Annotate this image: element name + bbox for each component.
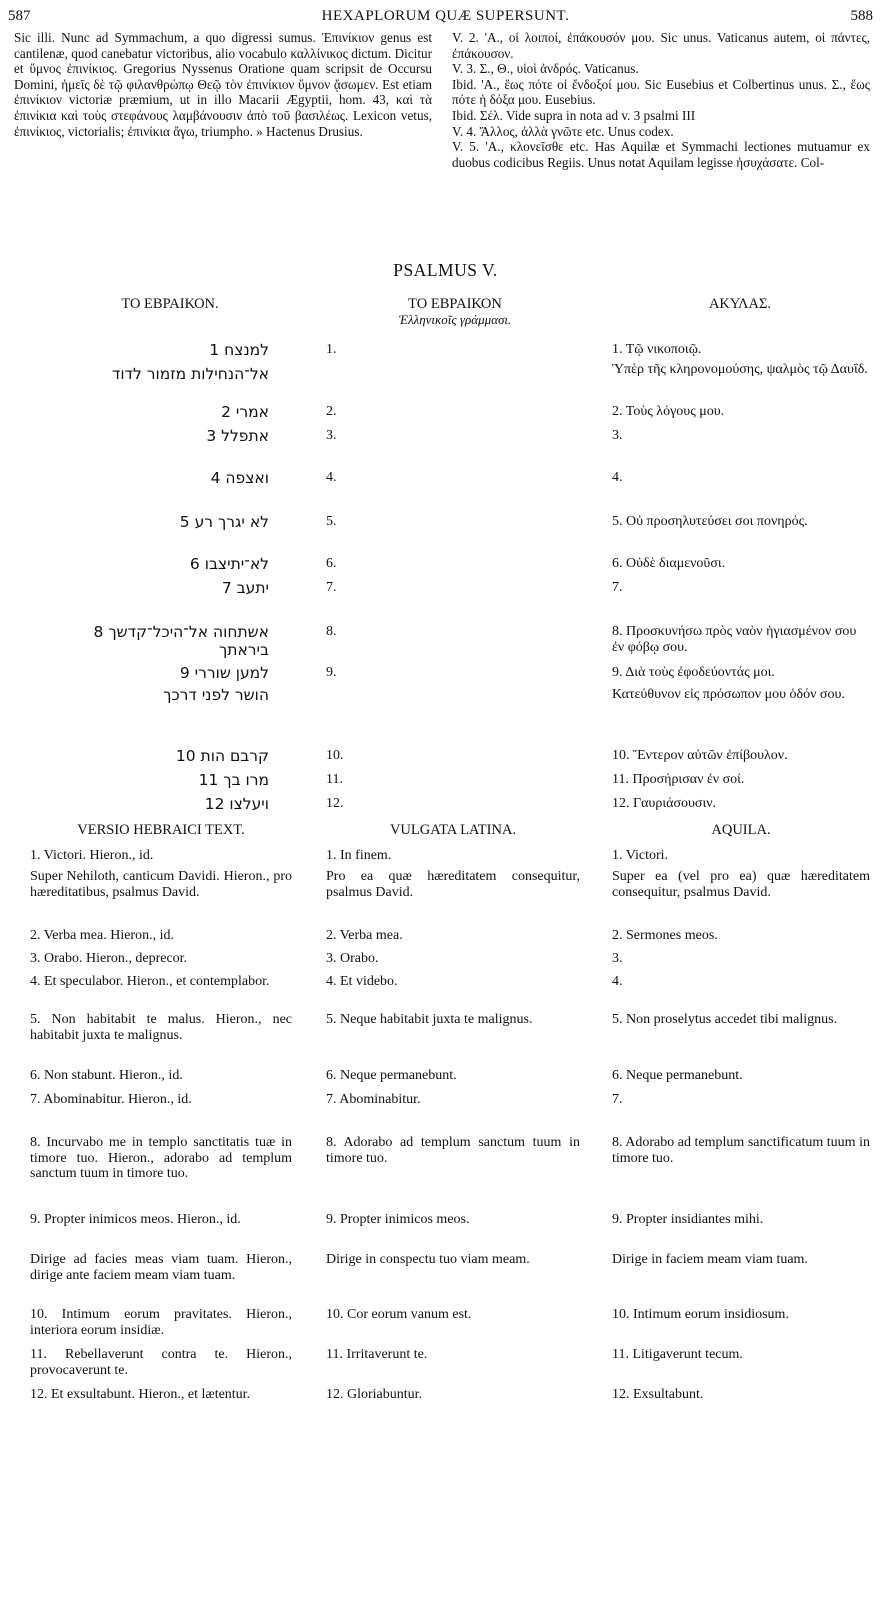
footnote-paragraph: V. 2. 'Α., οἱ λοιποί, ἐπάκουσόν μου. Sic unus. Vaticanus autem, οἱ πάντες, ἐπάκουσον.	[452, 30, 870, 61]
column-header-title: ΤΟ ΕΒΡΑΙΚΟΝ	[408, 296, 502, 312]
vulgata-text: Pro ea quæ hæreditatem consequitur, psalmus David.	[326, 869, 580, 900]
versio-text: Dirige ad facies meas viam tuam. Hieron., dirige ante faciem meam viam tuam.	[30, 1252, 292, 1283]
vulgata-text: 4. Et videbo.	[326, 974, 398, 989]
aquila-latin-text: 10. Intimum eorum insidiosum.	[612, 1307, 789, 1322]
greek-text: 10. Ἔντερον αὐτῶν ἐπίβουλον.	[612, 748, 788, 763]
hebrew-text: ביראתך	[218, 641, 269, 659]
vulgata-text: 6. Neque permanebunt.	[326, 1068, 457, 1083]
greek-text: 9. Διὰ τοὺς ἐφοδεύοντάς μοι.	[612, 665, 775, 680]
hebrew-text: יתעב 7	[221, 579, 269, 597]
footnote-paragraph: Sic illi. Nunc ad Symmachum, a quo digressi sumus. Ἐπινίκιον genus est cantilenæ, quod canebatur victoribus, alio vocabulo καλλίνικος dictum. Dicitur et ὕμνος ἐπινίκιος. Gregorius Nyssenus Oratione quam scripsit de Occursu Domini, ἡμεῖς δὲ τῷ φιλανθρώπῳ Θεῷ τὸν ἐπινίκιον ὕμνον ᾄσωμεν. Est etiam ἐπινίκιον victoriæ præmium, ut in illo Macarii Ægyptii, hom. 43, καὶ τὰ ἐπινίκια καὶ τοὺς στεφάνους λαμβάνουσιν ἀπὸ τοῦ βασιλέως. Lexicon vetus, ἐπινίκιος, victorialis; ἐπινίκια ἄγω, triumpho. » Hactenus Drusius.	[14, 30, 432, 139]
versio-text: 3. Orabo. Hieron., deprecor.	[30, 951, 188, 966]
aquila-latin-text: 12. Exsultabunt.	[612, 1387, 704, 1402]
vulgata-text: 10. Cor eorum vanum est.	[326, 1307, 472, 1322]
page-number-left: 587	[8, 8, 31, 24]
aquila-latin-text: 4.	[612, 974, 623, 989]
vulgata-text: 2. Verba mea.	[326, 928, 403, 943]
verse-number: 2.	[326, 404, 337, 419]
footnote-paragraph: Ibid. 'Α., ἕως πότε οἱ ἔνδοξοί μου. Sic Eusebius et Colbertinus unus. Σ., ἕως πότε ἡ δόξα μου. Eusebius.	[452, 76, 870, 108]
vulgata-text: 1. In finem.	[326, 848, 392, 863]
greek-text: 8. Προσκυνήσω πρὸς ναὸν ἡγιασμένον σου ἐν φόβῳ σου.	[612, 624, 857, 655]
hebrew-text: הושר לפני דרכך	[163, 686, 269, 704]
versio-text: 8. Incurvabo me in templo sanctitatis tuæ in timore tuo. Hieron., adorabo ad templum sanctum tuum in timore tuo.	[30, 1135, 292, 1181]
versio-text: 1. Victori. Hieron., id.	[30, 848, 154, 863]
vulgata-text: 7. Abominabitur.	[326, 1092, 421, 1107]
aquila-latin-text: 11. Litigaverunt tecum.	[612, 1347, 743, 1362]
column-header-hebrew: ΤΟ ΕΒΡΑΙΚΟΝ.	[121, 296, 219, 312]
verse-number: 4.	[326, 470, 337, 485]
vulgata-text: 8. Adorabo ad templum sanctum tuum in timore tuo.	[326, 1135, 580, 1166]
greek-text: 11. Προσήρισαν ἐν σοί.	[612, 772, 745, 787]
column-header-versio: VERSIO HEBRAICI TEXT.	[77, 822, 245, 838]
vulgata-text: 9. Propter inimicos meos.	[326, 1212, 470, 1227]
versio-text: 6. Non stabunt. Hieron., id.	[30, 1068, 183, 1083]
aquila-latin-text: 9. Propter insidiantes mihi.	[612, 1212, 764, 1227]
column-header-aquila-greek: ΑΚΥΛΑΣ.	[708, 296, 772, 312]
running-title: HEXAPLORUM QUÆ SUPERSUNT.	[321, 8, 570, 24]
hebrew-text: ואצפה 4	[210, 469, 269, 487]
greek-text: 5. Οὐ προσηλυτεύσει σοι πονηρός.	[612, 514, 808, 529]
footnote-paragraph: V. 4. Ἄλλος, ἀλλὰ γνῶτε etc. Unus codex.	[452, 123, 674, 139]
running-header	[0, 6, 891, 28]
column-header-transliteration	[330, 296, 580, 328]
hebrew-text: אמרי 2	[221, 403, 269, 421]
verse-number: 11.	[326, 772, 343, 787]
verse-number: 9.	[326, 665, 337, 680]
aquila-latin-text: 5. Non proselytus accedet tibi malignus.	[612, 1012, 838, 1027]
hebrew-text: ויעלצו 12	[204, 795, 269, 813]
footnote-right	[452, 30, 870, 170]
footnote-paragraph: Ibid. Σέλ. Vide supra in nota ad v. 3 psalmi III	[452, 107, 696, 123]
footnote-paragraph: V. 3. Σ., Θ., υἱοὶ ἀνδρός. Vaticanus.	[452, 61, 639, 77]
verse-number: 5.	[326, 514, 337, 529]
greek-text: Ὑπὲρ τῆς κληρονομούσης, ψαλμὸς τῷ Δαυΐδ.	[612, 362, 868, 377]
hebrew-text: לא יגרך רע 5	[179, 513, 269, 531]
versio-text: 12. Et exsultabunt. Hieron., et lætentur.	[30, 1387, 251, 1402]
versio-text: 9. Propter inimicos meos. Hieron., id.	[30, 1212, 241, 1227]
versio-text: Super Nehiloth, canticum Davidi. Hieron., pro hæreditatibus, psalmus David.	[30, 869, 292, 900]
hebrew-text: למען שוררי 9	[179, 664, 269, 682]
vulgata-text: 3. Orabo.	[326, 951, 379, 966]
hebrew-text: למנצח 1	[209, 341, 269, 359]
vulgata-text: 5. Neque habitabit juxta te malignus.	[326, 1012, 533, 1027]
aquila-latin-text: 2. Sermones meos.	[612, 928, 718, 943]
verse-number: 7.	[326, 580, 337, 595]
greek-text: Κατεύθυνον εἰς πρόσωπον μου ὁδόν σου.	[612, 687, 845, 702]
verse-number: 12.	[326, 796, 344, 811]
versio-text: 11. Rebellaverunt contra te. Hieron., provocaverunt te.	[30, 1347, 292, 1378]
greek-text: 6. Οὐδὲ διαμενοῦσι.	[612, 556, 726, 571]
aquila-latin-text: Dirige in faciem meam viam tuam.	[612, 1252, 808, 1267]
column-header-aquila-latin: AQUILA.	[711, 822, 771, 838]
hebrew-text: מרו בך 11	[198, 771, 269, 789]
versio-text: 5. Non habitabit te malus. Hieron., nec habitabit juxta te malignus.	[30, 1012, 292, 1043]
greek-text: 1. Τῷ νικοποιῷ.	[612, 342, 702, 357]
column-header-vulgata: VULGATA LATINA.	[389, 822, 517, 838]
aquila-latin-text: 1. Victori.	[612, 848, 669, 863]
aquila-latin-text: Super ea (vel pro ea) quæ hæreditatem consequitur, psalmus David.	[612, 869, 870, 900]
vulgata-text: 11. Irritaverunt te.	[326, 1347, 428, 1362]
greek-text: 12. Γαυριάσουσιν.	[612, 796, 717, 811]
verse-number: 1.	[326, 342, 337, 357]
verse-number: 6.	[326, 556, 337, 571]
greek-text: 2. Τοὺς λόγους μου.	[612, 404, 725, 419]
verse-number: 3.	[326, 428, 337, 443]
verse-number: 10.	[326, 748, 344, 763]
aquila-latin-text: 6. Neque permanebunt.	[612, 1068, 743, 1083]
greek-text: 4.	[612, 470, 623, 485]
page-number-right: 588	[850, 8, 873, 24]
aquila-latin-text: 3.	[612, 951, 623, 966]
footnote-left	[14, 30, 432, 139]
hebrew-text: קרבם הות 10	[175, 747, 269, 765]
aquila-latin-text: 8. Adorabo ad templum sanctificatum tuum in timore tuo.	[612, 1135, 870, 1166]
verse-number: 8.	[326, 624, 337, 639]
footnote-paragraph: V. 5. 'Α., κλονεῖσθε etc. Has Aquilæ et Symmachi lectiones mutuamur ex duobus codicibus Regiis. Unus notat Aquilam legisse ἡσυχάσατε. Col-	[452, 139, 870, 170]
versio-text: 10. Intimum eorum pravitates. Hieron., interiora eorum insidiæ.	[30, 1307, 292, 1338]
versio-text: 2. Verba mea. Hieron., id.	[30, 928, 174, 943]
column-header-subtitle: Ἑλληνικοῖς γράμμασι.	[398, 312, 512, 327]
greek-text: 7.	[612, 580, 623, 595]
versio-text: 4. Et speculabor. Hieron., et contemplabor.	[30, 974, 270, 989]
hebrew-text: אתפלל 3	[206, 427, 269, 445]
vulgata-text: Dirige in conspectu tuo viam meam.	[326, 1252, 530, 1267]
vulgata-text: 12. Gloriabuntur.	[326, 1387, 423, 1402]
versio-text: 7. Abominabitur. Hieron., id.	[30, 1092, 192, 1107]
psalm-title: PSALMUS V.	[393, 260, 498, 280]
hebrew-text: אל־הנחילות מזמור לדוד	[111, 365, 269, 383]
aquila-latin-text: 7.	[612, 1092, 623, 1107]
hebrew-text: אשתחוה אל־היכל־קדשך 8	[93, 623, 269, 641]
hebrew-text: לא־יתיצבו 6	[189, 555, 269, 573]
greek-text: 3.	[612, 428, 623, 443]
